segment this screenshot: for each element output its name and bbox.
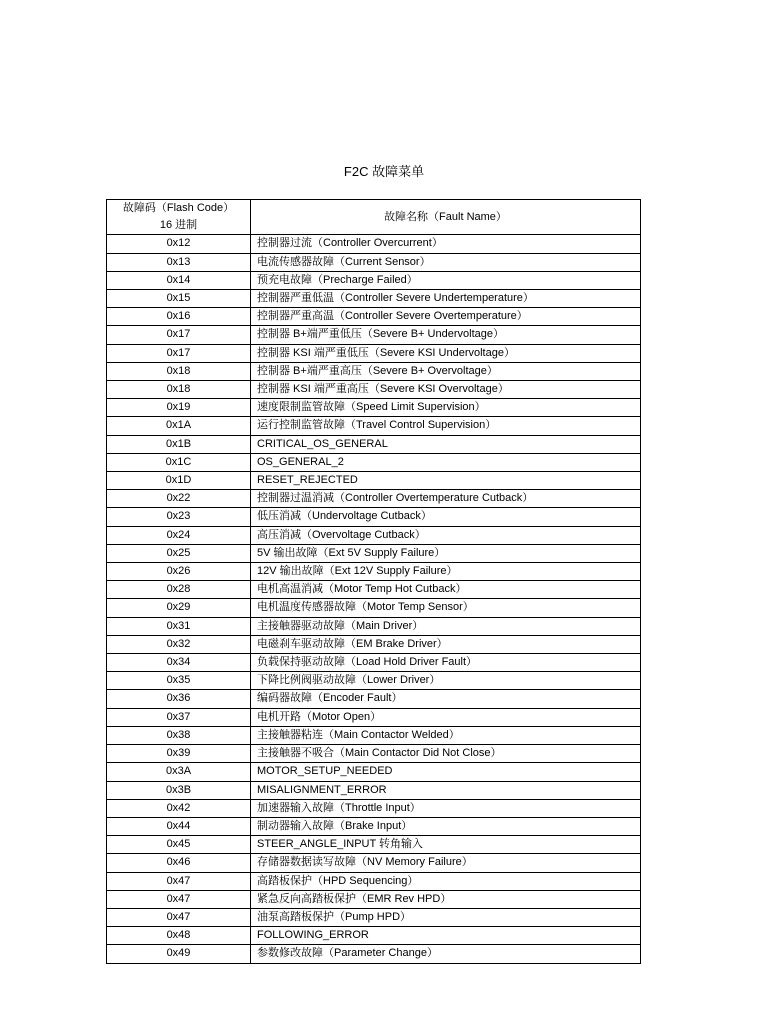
fault-code-cell: 0x45 [107, 836, 251, 854]
table-row [107, 271, 641, 289]
table-row [107, 253, 641, 271]
fault-name-cell: 控制器 KSI 端严重高压（Severe KSI Overvoltage） [251, 381, 641, 399]
fault-code-cell: 0x47 [107, 872, 251, 890]
fault-code-cell: 0x47 [107, 890, 251, 908]
fault-code-cell: 0x1C [107, 453, 251, 471]
fault-name-cell: STEER_ANGLE_INPUT 转角输入 [251, 836, 641, 854]
fault-code-cell: 0x19 [107, 399, 251, 417]
table-row [107, 526, 641, 544]
fault-code-cell: 0x36 [107, 690, 251, 708]
fault-code-cell: 0x47 [107, 908, 251, 926]
table-row [107, 945, 641, 963]
fault-name-cell: 负载保持驱动故障（Load Hold Driver Fault） [251, 654, 641, 672]
fault-code-cell: 0x26 [107, 563, 251, 581]
table-row [107, 690, 641, 708]
fault-code-cell: 0x18 [107, 362, 251, 380]
table-row [107, 581, 641, 599]
table-row [107, 872, 641, 890]
fault-name-cell: 低压消减（Undervoltage Cutback） [251, 508, 641, 526]
fault-code-cell: 0x12 [107, 235, 251, 253]
fault-name-cell: 紧急反向高踏板保护（EMR Rev HPD） [251, 890, 641, 908]
table-row [107, 362, 641, 380]
fault-name-cell: MOTOR_SETUP_NEEDED [251, 763, 641, 781]
fault-name-cell: 编码器故障（Encoder Fault） [251, 690, 641, 708]
fault-name-cell: 高踏板保护（HPD Sequencing） [251, 872, 641, 890]
fault-name-cell: 存储器数据读写故障（NV Memory Failure） [251, 854, 641, 872]
fault-name-cell: FOLLOWING_ERROR [251, 927, 641, 945]
table-row [107, 472, 641, 490]
fault-code-cell: 0x34 [107, 654, 251, 672]
fault-code-cell: 0x25 [107, 544, 251, 562]
table-body [107, 235, 641, 963]
fault-name-cell: OS_GENERAL_2 [251, 453, 641, 471]
fault-name-cell: 参数修改故障（Parameter Change） [251, 945, 641, 963]
fault-name-cell: 控制器 B+端严重低压（Severe B+ Undervoltage） [251, 326, 641, 344]
fault-name-cell: 5V 输出故障（Ext 5V Supply Failure） [251, 544, 641, 562]
table-row [107, 726, 641, 744]
table-row [107, 927, 641, 945]
fault-code-cell: 0x39 [107, 745, 251, 763]
fault-code-cell: 0x44 [107, 817, 251, 835]
fault-name-cell: 制动器输入故障（Brake Input） [251, 817, 641, 835]
table-row [107, 817, 641, 835]
fault-code-cell: 0x1A [107, 417, 251, 435]
fault-code-cell: 0x29 [107, 599, 251, 617]
fault-name-cell: 运行控制监管故障（Travel Control Supervision） [251, 417, 641, 435]
table-row [107, 290, 641, 308]
fault-name-cell: 下降比例阀驱动故障（Lower Driver） [251, 672, 641, 690]
fault-name-cell: 主接触器粘连（Main Contactor Welded） [251, 726, 641, 744]
table-row [107, 399, 641, 417]
table-row [107, 708, 641, 726]
fault-name-cell: 12V 输出故障（Ext 12V Supply Failure） [251, 563, 641, 581]
table-row [107, 617, 641, 635]
table-row [107, 508, 641, 526]
fault-code-cell: 0x16 [107, 308, 251, 326]
table-row [107, 745, 641, 763]
fault-name-cell: CRITICAL_OS_GENERAL [251, 435, 641, 453]
name-column-header: 故障名称（Fault Name） [251, 200, 641, 235]
fault-code-cell: 0x23 [107, 508, 251, 526]
table-row [107, 599, 641, 617]
fault-name-cell: 控制器 KSI 端严重低压（Severe KSI Undervoltage） [251, 344, 641, 362]
table-row [107, 308, 641, 326]
table-row [107, 326, 641, 344]
table-row [107, 854, 641, 872]
fault-code-cell: 0x15 [107, 290, 251, 308]
fault-name-cell: 电机高温消减（Motor Temp Hot Cutback） [251, 581, 641, 599]
table-row [107, 781, 641, 799]
fault-name-cell: RESET_REJECTED [251, 472, 641, 490]
table-row [107, 490, 641, 508]
table-row [107, 344, 641, 362]
fault-name-cell: 控制器过流（Controller Overcurrent） [251, 235, 641, 253]
fault-name-cell: 加速器输入故障（Throttle Input） [251, 799, 641, 817]
fault-code-cell: 0x1D [107, 472, 251, 490]
fault-name-cell: 主接触器驱动故障（Main Driver） [251, 617, 641, 635]
header-row [107, 200, 641, 235]
code-header-line-1: 故障码（Flash Code） [122, 202, 235, 214]
fault-code-cell: 0x1B [107, 435, 251, 453]
table-row [107, 417, 641, 435]
table-row [107, 453, 641, 471]
table-row [107, 908, 641, 926]
fault-code-cell: 0x3B [107, 781, 251, 799]
fault-name-cell: MISALIGNMENT_ERROR [251, 781, 641, 799]
fault-code-cell: 0x22 [107, 490, 251, 508]
table-row [107, 836, 641, 854]
fault-name-cell: 预充电故障（Precharge Failed） [251, 271, 641, 289]
table-row [107, 654, 641, 672]
fault-code-cell: 0x49 [107, 945, 251, 963]
fault-code-cell: 0x32 [107, 635, 251, 653]
fault-name-cell: 控制器过温消减（Controller Overtemperature Cutback） [251, 490, 641, 508]
fault-code-table [106, 199, 641, 964]
table-row [107, 890, 641, 908]
fault-name-cell: 电机开路（Motor Open） [251, 708, 641, 726]
fault-code-cell: 0x17 [107, 344, 251, 362]
fault-name-cell: 控制器 B+端严重高压（Severe B+ Overvoltage） [251, 362, 641, 380]
table-row [107, 435, 641, 453]
fault-code-cell: 0x28 [107, 581, 251, 599]
fault-name-cell: 电磁刹车驱动故障（EM Brake Driver） [251, 635, 641, 653]
table-row [107, 381, 641, 399]
fault-name-cell: 速度限制监管故障（Speed Limit Supervision） [251, 399, 641, 417]
fault-code-cell: 0x18 [107, 381, 251, 399]
fault-code-cell: 0x31 [107, 617, 251, 635]
table-row [107, 563, 641, 581]
fault-name-cell: 油泵高踏板保护（Pump HPD） [251, 908, 641, 926]
fault-code-cell: 0x13 [107, 253, 251, 271]
fault-code-cell: 0x17 [107, 326, 251, 344]
fault-code-cell: 0x48 [107, 927, 251, 945]
code-column-header [107, 200, 251, 235]
table-row [107, 544, 641, 562]
fault-code-cell: 0x24 [107, 526, 251, 544]
fault-name-cell: 电机温度传感器故障（Motor Temp Sensor） [251, 599, 641, 617]
fault-code-cell: 0x38 [107, 726, 251, 744]
table-row [107, 635, 641, 653]
fault-name-cell: 控制器严重高温（Controller Severe Overtemperature） [251, 308, 641, 326]
fault-name-cell: 高压消减（Overvoltage Cutback） [251, 526, 641, 544]
fault-name-cell: 主接触器不吸合（Main Contactor Did Not Close） [251, 745, 641, 763]
table-header [107, 200, 641, 235]
fault-code-cell: 0x46 [107, 854, 251, 872]
document-title: F2C 故障菜单 [343, 164, 425, 179]
code-header-line-2: 16 进制 [159, 219, 198, 232]
fault-code-cell: 0x3A [107, 763, 251, 781]
fault-code-cell: 0x37 [107, 708, 251, 726]
fault-code-cell: 0x42 [107, 799, 251, 817]
table-row [107, 235, 641, 253]
fault-code-cell: 0x35 [107, 672, 251, 690]
fault-name-cell: 控制器严重低温（Controller Severe Undertemperature） [251, 290, 641, 308]
table-row [107, 672, 641, 690]
fault-code-cell: 0x14 [107, 271, 251, 289]
table-row [107, 763, 641, 781]
fault-name-cell: 电流传感器故障（Current Sensor） [251, 253, 641, 271]
table-row [107, 799, 641, 817]
